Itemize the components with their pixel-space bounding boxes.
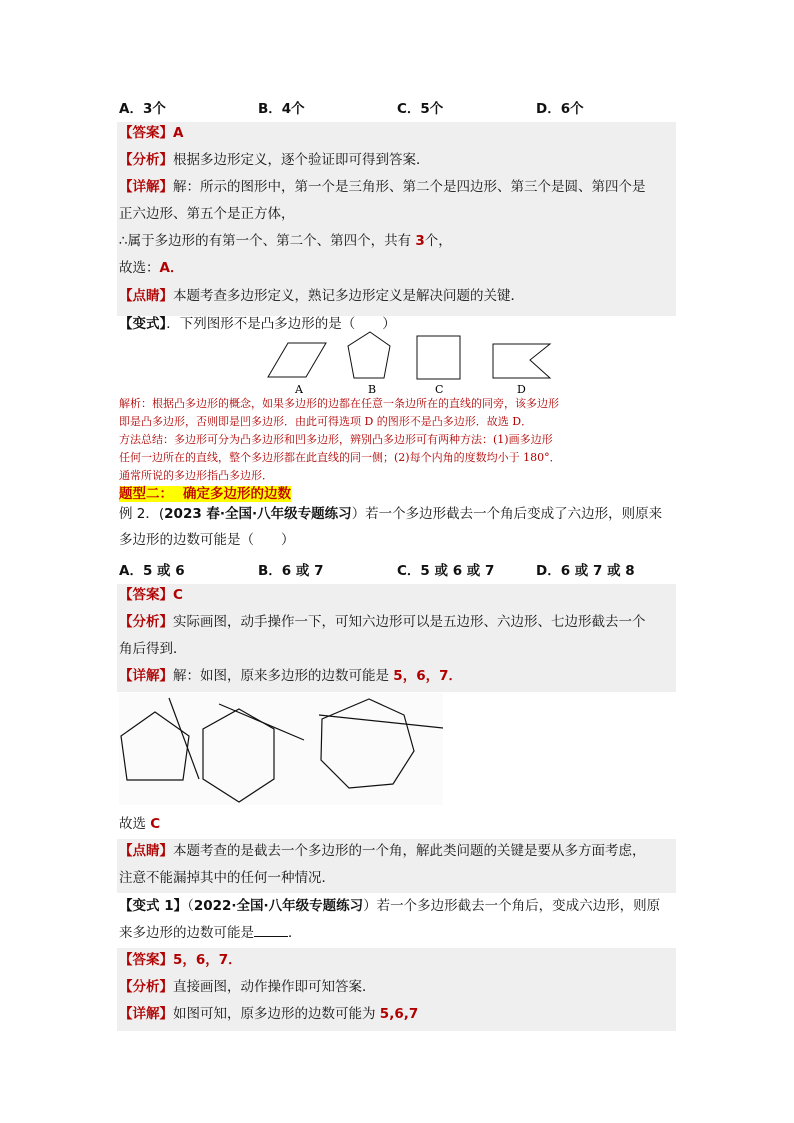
fig-label-d: D	[517, 383, 526, 396]
choose-label: 故选：	[119, 260, 160, 276]
method-line-1: 方法总结：多边形可分为凸多边形和凹多边形，辨别凸多边形可有两种方法：(1)画多边形	[119, 433, 553, 446]
ex2-choose-line	[119, 815, 160, 833]
variant1-q1: ）若一个多边形截去一个角后，变成六边形，则原	[363, 898, 661, 914]
ex2-option-b: B．6 或 7	[258, 563, 324, 579]
fig-label-a: A	[295, 383, 303, 396]
detail-tag: 【详解】	[119, 179, 173, 195]
variant1-line-2	[119, 923, 302, 942]
detail-count: 3	[415, 233, 425, 249]
ex2-choose-value: C	[150, 816, 161, 832]
var1-analysis-tag: 【分析】	[119, 979, 173, 995]
var1-detail-values: 5,6,7	[379, 1006, 419, 1022]
answer-line	[119, 124, 183, 142]
var1-answer-tag: 【答案】	[119, 952, 173, 968]
parallelogram-shape	[268, 343, 326, 377]
point-tag: 【点睛】	[119, 288, 173, 304]
fig-label-c: C	[435, 383, 444, 396]
var1-detail-text: 如图可知，原多边形的边数可能为	[173, 1006, 380, 1022]
var1-analysis-line	[119, 978, 376, 996]
square-shape	[417, 336, 460, 379]
cut-polygons-figure	[119, 693, 443, 805]
variant-tag: 【变式】	[119, 316, 167, 332]
ex2-answer-value: C	[173, 587, 183, 603]
var1-answer-value: 5，6，7．	[173, 952, 242, 968]
choose-line	[119, 259, 183, 277]
detail-text-3b: 个，	[424, 233, 452, 249]
var1-detail-line	[119, 1005, 418, 1023]
option-b: B．4个	[258, 101, 305, 117]
type2-title: 确定多边形的边数	[173, 486, 291, 502]
answer-value: A	[173, 125, 184, 141]
fig-label-b: B	[368, 383, 377, 396]
ex2-point-line-2: 注意不能漏掉其中的任何一种情况．	[119, 870, 335, 886]
variant1-line-1	[119, 897, 660, 915]
ex2-answer-tag: 【答案】	[119, 587, 173, 603]
analysis-line	[119, 151, 430, 169]
detail-line-2: 正六边形、第五个是正方体，	[119, 206, 295, 222]
type2-heading	[119, 485, 291, 503]
variant1-q2: 来多边形的边数可能是	[119, 925, 254, 941]
example2-q1: ）若一个多边形截去一个角后变成了六边形，则原来	[351, 506, 663, 522]
variant-explain-1: 解析：根据凸多边形的概念，如果多边形的边都在任意一条边所在的直线的同旁，该多边形	[119, 397, 559, 410]
variant-text: ．下列图形不是凸多边形的是（ ）	[166, 316, 396, 332]
answer-blank	[254, 923, 288, 937]
example2-line-1	[119, 505, 662, 523]
ex2-analysis-tag: 【分析】	[119, 614, 173, 630]
detail-line-1	[119, 178, 646, 196]
detail-text-1: 解：所示的图形中，第一个是三角形、第二个是四边形、第三个是圆、第四个是	[173, 179, 646, 195]
example2-line-2: 多边形的边数可能是（ ）	[119, 532, 295, 548]
var1-analysis-text: 直接画图，动作操作即可知答案．	[173, 979, 376, 995]
ex2-analysis-line-2: 角后得到．	[119, 641, 187, 657]
ex2-option-a: A．5 或 6	[119, 563, 185, 579]
point-text: 本题考查多边形定义，熟记多边形定义是解决问题的关键．	[173, 288, 524, 304]
concave-pentagon-shape	[493, 344, 550, 378]
ex2-point-line-1	[119, 842, 646, 860]
detail-line-3	[119, 232, 452, 250]
method-line-3: 通常所说的多边形指凸多边形．	[119, 469, 273, 482]
choose-value: A．	[159, 260, 184, 276]
ex2-analysis-line-1	[119, 613, 646, 631]
ex2-point-text-1: 本题考查的是截去一个多边形的一个角，解此类问题的关键是要从多方面考虑，	[173, 843, 646, 859]
variant1-q2-end: ．	[288, 925, 302, 941]
answer-tag: 【答案】	[119, 125, 173, 141]
ex2-detail-tag: 【详解】	[119, 668, 173, 684]
variant-explain-2: 即是凸多边形，否则即是凹多边形．由此可得选项 D 的图形不是凸多边形．故选 D．	[119, 415, 533, 428]
ex2-detail-text: 解：如图，原来多边形的边数可能是	[173, 668, 394, 684]
ex2-detail-values: 5，6，7．	[393, 668, 462, 684]
var1-detail-tag: 【详解】	[119, 1006, 173, 1022]
method-line-2: 任何一边所在的直线，整个多边形都在此直线的同一侧；(2)每个内角的度数均小于 180°．	[119, 451, 561, 464]
example2-source: 2023 春·全国·八年级专题练习	[164, 506, 352, 522]
variant1-source: 2022·全国·八年级专题练习	[193, 898, 364, 914]
ex2-choose-label: 故选	[119, 816, 151, 832]
analysis-text: 根据多边形定义，逐个验证即可得到答案．	[173, 152, 430, 168]
point-line	[119, 287, 524, 305]
option-a: A．3个	[119, 101, 166, 117]
variant1-tag: 【变式 1】	[119, 898, 188, 914]
variant1-open: （	[187, 898, 194, 914]
pentagon-shape	[348, 332, 390, 378]
var1-answer-line	[119, 951, 242, 969]
polygon-options-figure	[260, 330, 560, 400]
ex2-detail-line	[119, 667, 462, 685]
figure-background	[119, 693, 443, 805]
analysis-tag: 【分析】	[119, 152, 173, 168]
ex2-analysis-text-1: 实际画图，动手操作一下，可知六边形可以是五边形、六边形、七边形截去一个	[173, 614, 646, 630]
example2-prefix: 例 2．(	[119, 506, 165, 522]
type2-label: 题型二：	[119, 486, 173, 502]
ex2-option-c: C．5 或 6 或 7	[397, 563, 495, 579]
ex2-option-d: D．6 或 7 或 8	[536, 563, 635, 579]
ex2-answer-line	[119, 586, 183, 604]
ex2-point-tag: 【点睛】	[119, 843, 173, 859]
option-c: C．5个	[397, 101, 444, 117]
detail-text-3a: ∴属于多边形的有第一个、第二个、第四个，共有	[119, 233, 416, 249]
option-d: D．6个	[536, 101, 584, 117]
